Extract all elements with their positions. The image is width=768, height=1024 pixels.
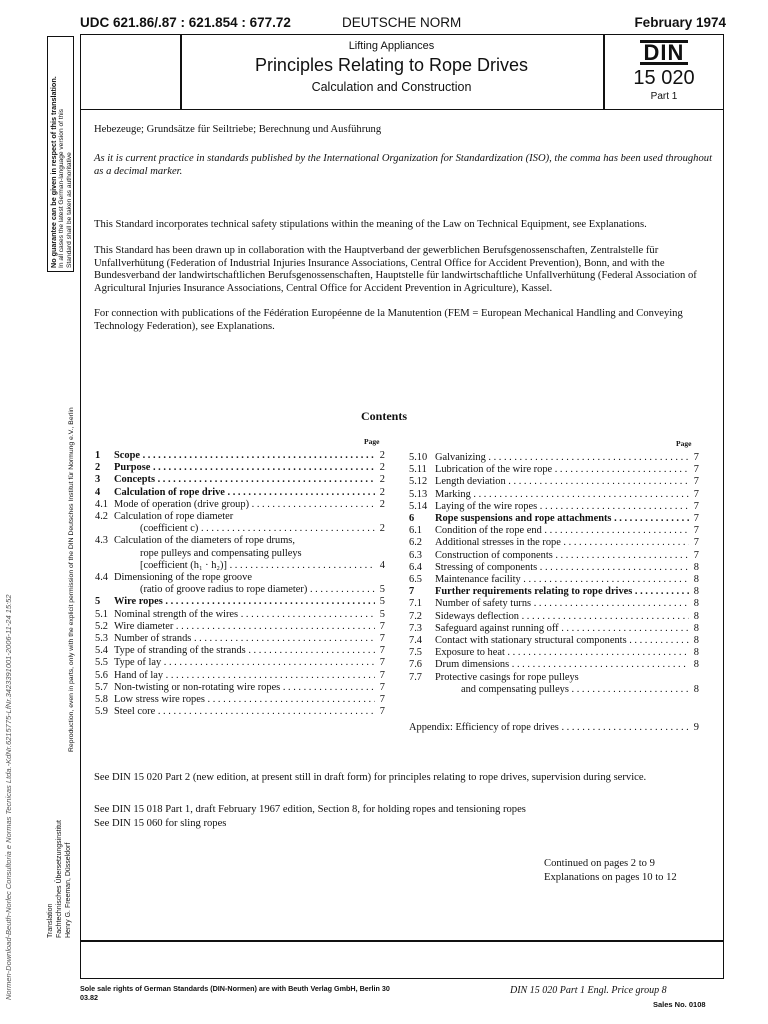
contents-entry-page: 2 [379,486,385,498]
contents-entry-title: Galvanizing . . . [435,452,689,464]
contents-entry-number: 7.4 [409,635,422,647]
contents-entry-title: Concepts . . . [114,474,375,486]
contents-entry-page: 8 [693,574,699,586]
document-subtitle: Calculation and Construction [311,80,472,94]
contents-entry-page: 5 [379,584,385,596]
contents-left-column [95,450,385,718]
contents-entry [409,611,699,623]
title-header-box [80,34,724,110]
contents-entry-title: Additional stresses in the rope . . . [435,537,689,549]
contents-entry-page: 7 [379,706,385,718]
contents-entry-page: 5 [379,596,385,608]
contents-entry-number: 7.2 [409,610,422,622]
contents-entry-page: 7 [693,549,699,561]
contents-entry-number [95,560,114,572]
contents-entry-title: Drum dimensions . . . [435,659,689,671]
contents-entry-title: Wire diameter . . . [114,621,375,633]
contents-entry-page: 2 [379,498,385,510]
contents-entry-page: 8 [693,598,699,610]
contents-entry-title: [coefficient (h₁ · h₂)] . . . [114,560,375,572]
contents-entry-page: 8 [693,610,699,622]
page-column-label: Page [364,437,380,446]
contents-entry-number: 6.3 [409,549,422,561]
contents-entry-number: 5.3 [95,633,108,645]
contents-entry [95,682,385,694]
contents-entry-page: 7 [693,488,699,500]
contents-entry [409,489,699,501]
contents-entry-title: Hand of lay . . . [114,670,375,682]
print-code: 03.82 [80,993,98,1002]
contents-entry-number: 5.7 [95,681,108,693]
appendix-text: Appendix: Efficiency of rope drives . . . [409,722,689,733]
contents-entry-page: 7 [379,694,385,706]
contents-entry-title: Steel core . . . [114,706,375,718]
contents-entry [409,452,699,464]
contents-entry [409,623,699,635]
contents-entry-title: Contact with stationary structural components . . . [435,635,689,647]
contents-entry-page: 8 [693,561,699,573]
safety-paragraph: This Standard incorporates technical safety stipulations within the meaning of the Law on Technical Equipment, see Explanations. [94,219,647,230]
contents-entry-page: 7 [693,500,699,512]
contents-entry-page: 4 [379,559,385,571]
contents-entry-number: 5.13 [409,488,428,500]
contents-entry-title: Stressing of components . . . [435,562,689,574]
deutsche-norm-label: DEUTSCHE NORM [342,15,462,30]
contents-entry-page [375,511,385,523]
contents-entry-number: 7.6 [409,659,422,671]
contents-entry [409,574,699,586]
contents-entry [409,525,699,537]
contents-entry-page: 7 [379,657,385,669]
contents-entry-title: Maintenance facility . . . [435,574,689,586]
appendix-page: 9 [693,722,699,733]
contents-entry-number: 4.3 [95,535,108,547]
contents-entry-page: 7 [693,464,699,476]
contents-entry [95,535,385,547]
contents-entry-page: 2 [379,450,385,461]
contents-entry-title: Wire ropes . . . [114,596,375,608]
contents-entry [95,523,385,535]
contents-entry [95,584,385,596]
contents-entry-page: 8 [693,683,699,695]
contents-entry-title: Scope . . . [114,450,375,462]
contents-entry-title: Mode of operation (drive group) . . . [114,499,375,511]
collaboration-paragraph: This Standard has been drawn up in collaboration with the Hauptverband der gewerblichen Berufsgenossenschaften, Zentralstelle für Unfallverhütung (Federation of Industrial Injuries Insurance Associations, Central Office for Accident Prevention), Bonn, and with the Bundesverband der landwirtschaftlichen Berufsgenossenschaften, Hauptstelle für landwirtschaftliche Unfallverhütung (Federal Association of Agricultural Injuries Insurance Associations, Central Office for Accident Prevention in Agriculture), Kassel. [94,245,697,294]
contents-entry-page [375,535,385,547]
udc-classification: UDC 621.86/.87 : 621.854 : 677.72 [80,15,291,30]
contents-entry-number: 6.2 [409,537,422,549]
contents-entry-number: 5.5 [95,657,108,669]
contents-entry-page: 7 [379,620,385,632]
contents-entry [95,621,385,633]
contents-entry-title: Purpose . . . [114,462,375,474]
contents-entry [95,609,385,621]
contents-entry-title: Marking . . . [435,489,689,501]
contents-entry-page: 8 [693,635,699,647]
contents-entry-title: Type of lay . . . [114,657,375,669]
contents-entry-number: 4.1 [95,498,108,510]
din-part-label: Part 1 [650,91,678,102]
contents-entry [409,647,699,659]
contents-entry-title: Protective casings for rope pulleys [435,671,579,683]
contents-entry-number: 7 [409,586,415,598]
contents-entry-page: 5 [379,608,385,620]
contents-entry-number: 6.1 [409,525,422,537]
reference-din-15020-part2: See DIN 15 020 Part 2 (new edition, at present still in draft form) for principles relating to rope drives, supervision during service. [94,772,647,783]
contents-entry [409,501,699,513]
contents-entry [95,645,385,657]
contents-entry-number: 6.4 [409,561,422,573]
contents-entry-title: Safeguard against running off . . . [435,623,689,635]
contents-entry-page: 8 [693,586,699,598]
contents-entry-page [689,672,699,684]
contents-entry-number: 5.10 [409,452,428,463]
contents-entry-title: Non-twisting or non-rotating wire ropes . . . [114,682,375,694]
contents-entry-title: Further requirements relating to rope drives . . . [435,586,689,598]
din-standard-number: 15 020 [633,67,695,89]
disclaimer-line-1: No guarantee can be given in respect of this translation. [49,76,58,268]
contents-entry-page: 2 [379,474,385,486]
contents-entry [95,511,385,523]
contents-entry-title: (ratio of groove radius to rope diameter) . . . [114,584,375,596]
contents-entry-page: 7 [693,525,699,537]
contents-entry [409,513,699,525]
reproduction-notice: Reproduction, even in parts, only with the explicit permission of the DIN Deutsches Institut für Normung e.V., Berlin [68,407,75,752]
contents-entry-title: Construction of components . . . [435,550,689,562]
appendix-entry [409,722,699,733]
sales-number: Sales No. 0108 [653,1000,706,1009]
footer-rule [80,940,724,942]
contents-entry-number: 5.12 [409,476,428,488]
german-title: Hebezeuge; Grundsätze für Seiltriebe; Berechnung und Ausführung [94,124,382,135]
contents-entry-number: 1 [95,450,101,461]
continued-note: Continued on pages 2 to 9 [544,858,655,869]
contents-entry [409,476,699,488]
contents-entry [95,706,385,718]
contents-entry-number: 7.1 [409,598,422,610]
contents-entry-page: 2 [379,523,385,535]
contents-entry-page: 7 [379,681,385,693]
contents-entry-number: 5.1 [95,608,108,620]
contents-right-column [409,452,699,696]
translation-institute: Fachtechnisches Übersetzungsinstitut [56,820,63,938]
disclaimer-line-2: In all cases the latest German-language version of this [58,108,65,268]
contents-entry-title: Calculation of the diameters of rope drums, [114,535,295,547]
contents-entry-number: 6.5 [409,574,422,586]
contents-entry-number: 5.9 [95,706,108,718]
contents-entry-number: 7.7 [409,671,422,683]
reference-din-15018: See DIN 15 018 Part 1, draft February 1967 edition, Section 8, for holding ropes and tensioning ropes [94,804,526,815]
contents-entry [95,487,385,499]
din-number-block [604,34,724,102]
contents-entry [95,560,385,572]
contents-entry-title: rope pulleys and compensating pulleys [140,547,302,559]
contents-entry-number: 5.2 [95,620,108,632]
sale-rights-notice: Sole sale rights of German Standards (DIN-Normen) are with Beuth Verlag GmbH, Berlin 30 [80,984,390,993]
din-logo: DIN [640,40,689,65]
contents-entry [95,694,385,706]
contents-entry [409,635,699,647]
contents-entry [95,450,385,462]
contents-entry-title: Number of strands . . . [114,633,375,645]
contents-entry-title: Exposure to heat . . . [435,647,689,659]
contents-entry-title: Condition of the rope end . . . [435,525,689,537]
contents-entry-number [95,523,114,535]
contents-entry-page: 8 [693,647,699,659]
contents-entry-title: Length deviation . . . [435,476,689,488]
contents-entry-number: 5.4 [95,645,108,657]
contents-entry [409,659,699,671]
contents-entry-page [375,572,385,584]
contents-entry-number: 3 [95,474,101,486]
contents-entry-title: Calculation of rope diameter [114,511,234,523]
contents-entry [409,562,699,574]
contents-entry-page: 7 [693,452,699,463]
contents-entry-title: Sideways deflection . . . [435,611,689,623]
contents-entry-number: 4.2 [95,511,108,523]
contents-entry [409,684,699,696]
contents-entry [409,464,699,476]
contents-entry-title: Lubrication of the wire rope . . . [435,464,689,476]
contents-entry-page: 7 [693,537,699,549]
contents-entry-title: Dimensioning of the rope groove [114,572,252,584]
contents-entry-number: 2 [95,462,101,474]
contents-entry [95,548,385,560]
contents-entry [95,657,385,669]
contents-entry-number: 5.14 [409,500,428,512]
contents-entry-page: 8 [693,622,699,634]
contents-entry-number [95,584,114,596]
contents-entry-title: Number of safety turns . . . [435,598,689,610]
translation-label: Translation [47,903,54,938]
contents-entry-number: 7.3 [409,622,422,634]
issue-date: February 1974 [634,15,726,30]
contents-entry-number: 7.5 [409,647,422,659]
translator-name: Henry G. Freeman, Düsseldorf [65,842,72,938]
contents-entry [95,596,385,608]
contents-entry-number: 4 [95,486,101,498]
contents-entry-page: 7 [693,476,699,488]
contents-entry-title: Calculation of rope drive . . . [114,487,375,499]
page-column-label: Page [676,439,692,448]
contents-entry-number: 5.8 [95,694,108,706]
subject-label: Lifting Appliances [348,40,435,52]
contents-entry-title: Low stress wire ropes . . . [114,694,375,706]
contents-entry-number: 5.6 [95,669,108,681]
document-title: Principles Relating to Rope Drives [254,55,529,75]
contents-entry-number: 5.11 [409,464,427,476]
contents-entry-title: Nominal strength of the wires . . . [114,609,375,621]
contents-entry [95,633,385,645]
contents-entry [409,537,699,549]
contents-entry [95,474,385,486]
contents-entry-page: 7 [379,633,385,645]
disclaimer-line-3: Standard shall be taken as authoritative [66,152,73,268]
contents-entry-title: (coefficient c) . . . [114,523,375,535]
contents-entry-number: 6 [409,513,415,525]
contents-entry [95,572,385,584]
download-watermark: Normen-Download-Beuth-Norlec Consultoria e Normas Tecnicas Ltda.-KdNr.6215775-LfNr.3423391001-2006-11-24 15:52 [4,594,13,1000]
contents-entry-number [409,684,435,696]
contents-entry-title: Type of stranding of the strands . . . [114,645,375,657]
contents-entry [409,598,699,610]
contents-entry-page: 7 [379,645,385,657]
contents-entry-title: Rope suspensions and rope attachments . . . [435,513,689,525]
contents-entry [95,499,385,511]
reference-din-15060: See DIN 15 060 for sling ropes [94,818,227,829]
contents-entry-title: Laying of the wire ropes . . . [435,501,689,513]
contents-entry [409,550,699,562]
comma-note: As it is current practice in standards published by the International Organization for Standardization (ISO), the comma has been used throughout as a decimal marker. [94,153,713,177]
contents-entry-page: 7 [693,513,699,525]
contents-entry-number [95,548,114,560]
contents-entry [95,462,385,474]
contents-entry [95,670,385,682]
contents-heading: Contents [360,409,407,423]
contents-entry-number: 5 [95,596,101,608]
contents-entry-title: and compensating pulleys . . . [435,684,689,696]
contents-entry-page [375,548,385,560]
contents-entry-page: 2 [379,462,385,474]
fem-paragraph: For connection with publications of the Fédération Européenne de la Manutention (FEM = European Mechanical Handling and Conveying Technology Federation), see Explanations. [94,308,683,332]
explanations-note: Explanations on pages 10 to 12 [544,872,677,883]
footer-reference: DIN 15 020 Part 1 Engl. Price group 8 [510,985,667,996]
contents-entry [409,672,699,684]
contents-entry-number: 4.4 [95,572,108,584]
contents-entry-page: 8 [693,659,699,671]
contents-entry-page: 7 [379,669,385,681]
title-block [180,34,603,94]
contents-entry [409,586,699,598]
